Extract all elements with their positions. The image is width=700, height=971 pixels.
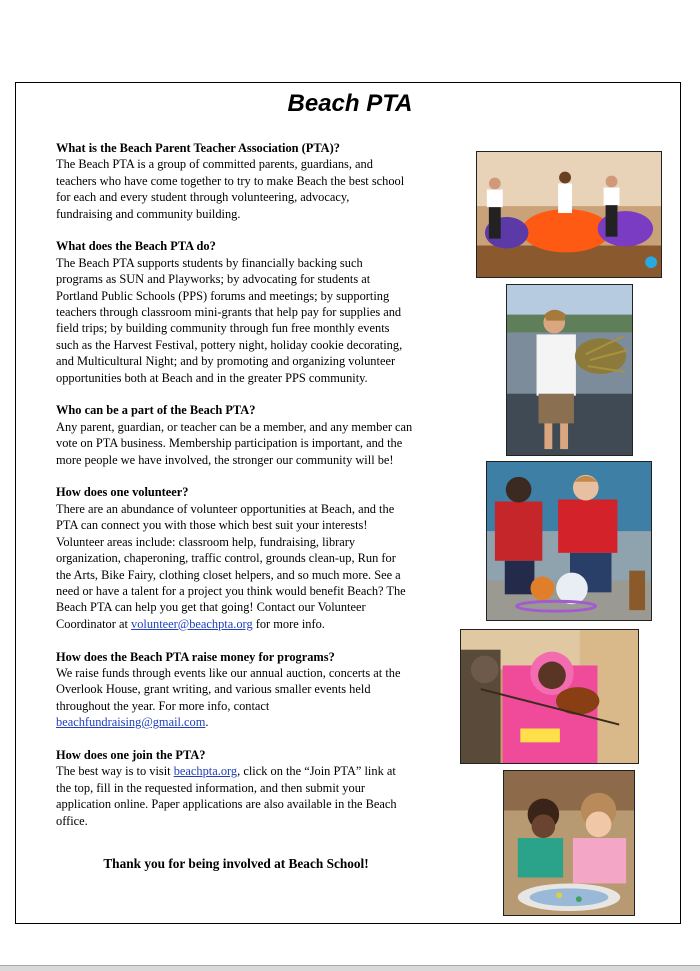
volunteer-photo <box>506 284 633 456</box>
section-question: How does the Beach PTA raise money for programs? <box>56 649 335 664</box>
volunteer-email-link[interactable]: volunteer@beachpta.org <box>131 616 253 631</box>
page-title: Beach PTA <box>287 90 413 117</box>
section-answer: The Beach PTA is a group of committed parents, guardians, and teachers who have come together to try to make Beach the best school for each and every student through volunteering, advocacy, fundraising and community building. <box>56 157 405 221</box>
section-answer: Any parent, guardian, or teacher can be a member, and any member can vote on PTA business. Membership participation is important, and the more people we have involved, the stronger our community will be! <box>56 419 413 467</box>
section-answer: There are an abundance of volunteer opportunities at Beach, and the PTA can connect you with those which best suit your interests! Volunteer areas include: classroom help, fundraising, library organization, chaperoning, traffic control, grounds clean-up, Run for the Arts, Bike Fairy, clothing closet helpers, and so much more. See a need or have a talent for a project you think would benefit Beach? The Beach PTA can help you get that going! Contact our Volunteer Coordinator at volunteer@beachpta.org for more info. <box>56 501 406 631</box>
website-link[interactable]: beachpta.org <box>173 764 238 779</box>
fundraising-email-link[interactable]: beachfundraising@gmail.com <box>56 715 206 730</box>
section-question: How does one join the PTA? <box>56 747 206 762</box>
section-question: Who can be a part of the Beach PTA? <box>56 403 256 418</box>
section-answer: The best way is to visit beachpta.org, click on the “Join PTA” link at the top, fill in the requested information, and then submit your application online. Paper applications are also available in the Beach office. <box>56 764 397 828</box>
section-about <box>56 140 426 222</box>
section-volunteer <box>56 484 426 632</box>
section-join <box>56 747 426 829</box>
section-answer: We raise funds through events like our annual auction, concerts at the Overlook House, grant writing, and various smaller events held throughout the year. For more info, contact beachfundraising@gmail.com. <box>56 665 401 730</box>
section-what-we-do <box>56 238 426 386</box>
bottom-edge <box>0 965 700 971</box>
dancers-photo <box>476 151 662 278</box>
kids-ball-photo <box>486 461 652 621</box>
section-membership <box>56 402 426 468</box>
section-fundraising <box>56 649 426 731</box>
craft-photo <box>503 770 635 916</box>
thank-you-note: Thank you for being involved at Beach School! <box>103 856 369 871</box>
text-column <box>56 140 426 845</box>
section-question: What does the Beach PTA do? <box>56 239 216 254</box>
section-answer: The Beach PTA supports students by financially backing such programs as SUN and Playworks; by advocating for students at Portland Public Schools (PPS) forums and meetings; by supporting teachers through classroom mini-grants that help pay for supplies and field trips; by building community through fun free monthly events such as the Harvest Festival, pottery night, holiday cookie decorating, and Multicultural Night; and by promoting and organizing volunteer opportunities both at Beach and in the greater PPS community. <box>56 255 403 385</box>
section-question: What is the Beach Parent Teacher Association (PTA)? <box>56 141 340 155</box>
violin-photo <box>460 629 639 764</box>
section-question: How does one volunteer? <box>56 485 189 500</box>
